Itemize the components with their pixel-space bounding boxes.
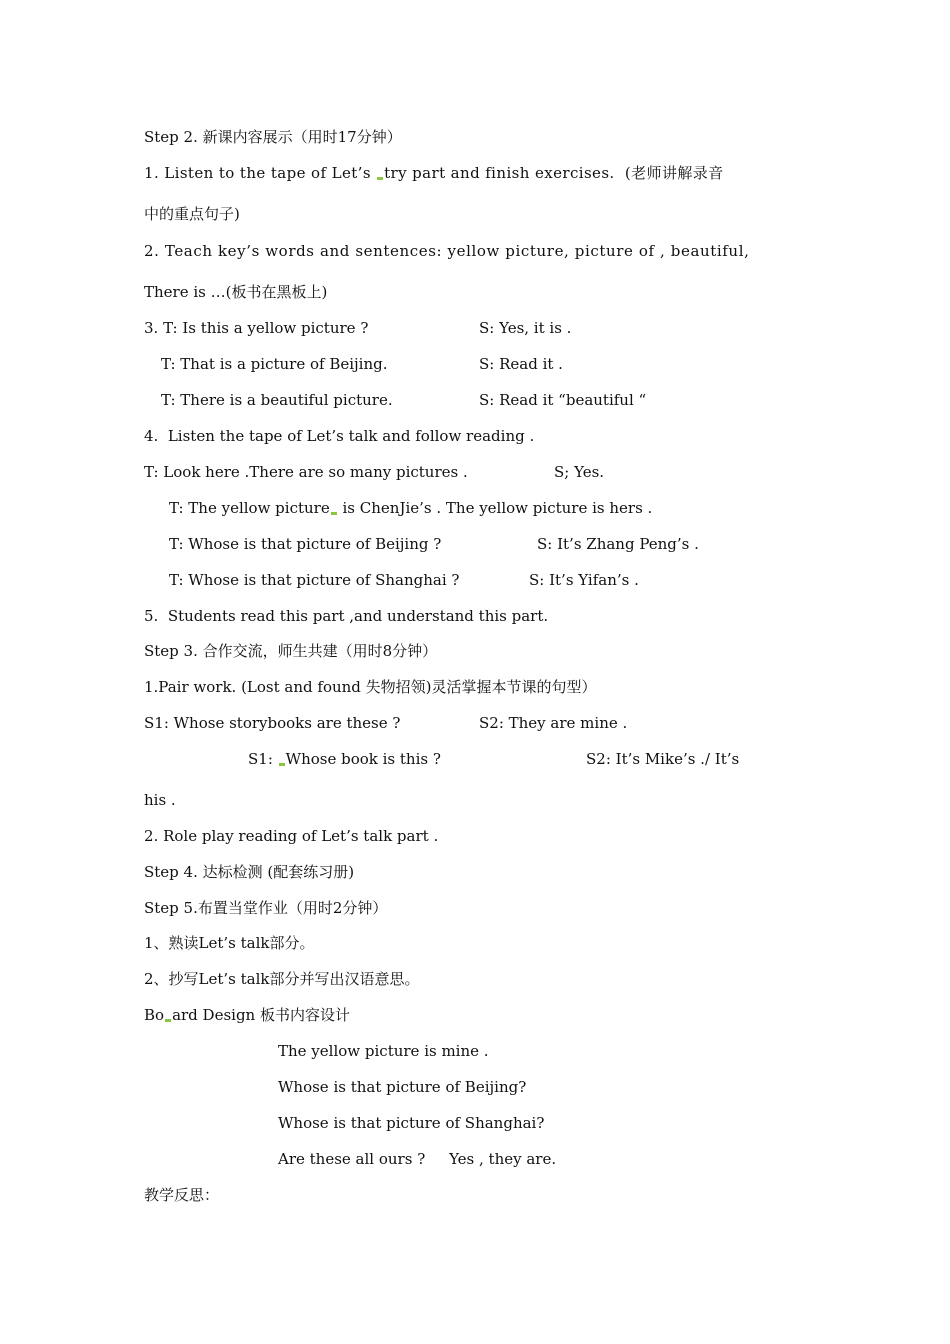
item-2-line2 xyxy=(144,282,327,302)
board-line-3 xyxy=(278,1113,544,1133)
text: S1: Whose storybooks are these ? xyxy=(144,714,401,732)
text: Bo xyxy=(144,1006,165,1024)
item-2-line1 xyxy=(144,241,749,261)
item-3-s3 xyxy=(479,390,646,410)
edit-mark xyxy=(377,177,383,180)
role-play xyxy=(144,826,438,846)
text: try part and finish exercises. (老师讲解录音 xyxy=(384,164,724,182)
text: T: Whose is that picture of Beijing ? xyxy=(169,535,442,553)
text: Step 4. 达标检测 (配套练习册) xyxy=(144,863,355,881)
text: 1.Pair work. (Lost and found 失物招领)灵活掌握本节课的句型） xyxy=(144,678,597,696)
pair-s1 xyxy=(144,713,400,733)
text: S: Yes, it is . xyxy=(479,319,572,337)
text: T: The yellow picture xyxy=(169,499,330,517)
text: 2. Role play reading of Let’s talk part . xyxy=(144,827,439,845)
text: his . xyxy=(144,791,176,809)
step2-heading xyxy=(144,127,402,147)
text: The yellow picture is mine . xyxy=(278,1042,489,1060)
text: 1、熟读Let’s talk部分。 xyxy=(144,934,315,952)
edit-mark xyxy=(331,512,337,515)
text: S1: xyxy=(248,750,278,768)
text: 4. Listen the tape of Let’s talk and follow reading . xyxy=(144,427,535,445)
text: 中的重点句子) xyxy=(144,205,240,223)
item-4-t4 xyxy=(169,570,459,590)
pair-s1b xyxy=(248,749,441,769)
text: Whose is that picture of Shanghai? xyxy=(278,1114,545,1132)
item-4-s3 xyxy=(537,534,699,554)
homework-1 xyxy=(144,933,315,953)
board-line-4 xyxy=(278,1149,556,1169)
item-4-s4 xyxy=(529,570,639,590)
text: T: That is a picture of Beijing. xyxy=(161,355,388,373)
board-line-1 xyxy=(278,1041,489,1061)
edit-mark xyxy=(165,1019,171,1022)
step4-heading xyxy=(144,862,354,882)
item-3-s1 xyxy=(479,318,571,338)
board-line-2 xyxy=(278,1077,526,1097)
pair-s2b-cont xyxy=(144,790,176,810)
text: 教学反思： xyxy=(144,1186,220,1204)
item-4 xyxy=(144,426,534,446)
text: 2、抄写Let’s talk部分并写出汉语意思。 xyxy=(144,970,420,988)
reflection-heading xyxy=(144,1185,219,1205)
text: Whose is that picture of Beijing? xyxy=(278,1078,527,1096)
text: S2: They are mine . xyxy=(479,714,628,732)
text: Are these all ours ? Yes , they are. xyxy=(278,1150,557,1168)
text: S2: It’s Mike’s ./ It’s xyxy=(586,750,740,768)
text: 3. T: Is this a yellow picture ? xyxy=(144,319,369,337)
item-3-t3 xyxy=(161,390,393,410)
text: T: There is a beautiful picture. xyxy=(161,391,393,409)
item-3-t2 xyxy=(161,354,388,374)
item-4-t2 xyxy=(169,498,652,518)
item-4-t3 xyxy=(169,534,441,554)
text: Step 3. 合作交流，师生共建（用时8分钟） xyxy=(144,642,438,660)
pair-s2 xyxy=(479,713,627,733)
text: is ChenJie’s . The yellow picture is hers . xyxy=(337,499,653,517)
edit-mark xyxy=(279,763,285,766)
text: S: Read it “beautiful “ xyxy=(479,391,647,409)
text: 1. Listen to the tape of Let’s xyxy=(144,164,377,182)
pair-s2b xyxy=(586,749,739,769)
text: T: Whose is that picture of Shanghai ? xyxy=(169,571,460,589)
text: 5. Students read this part ,and understand this part. xyxy=(144,607,549,625)
board-design-heading xyxy=(144,1005,350,1025)
text: There is …(板书在黑板上) xyxy=(144,283,328,301)
text: S: Read it . xyxy=(479,355,563,373)
pair-work xyxy=(144,677,597,697)
text: Step 2. 新课内容展示（用时17分钟） xyxy=(144,128,402,146)
item-4-t1 xyxy=(144,462,468,482)
text: 2. Teach key’s words and sentences: yellow picture, picture of , beautiful, xyxy=(144,242,750,260)
item-3-t1 xyxy=(144,318,368,338)
homework-2 xyxy=(144,969,420,989)
text: Whose book is this ? xyxy=(285,750,441,768)
text: Step 5.布置当堂作业（用时2分钟） xyxy=(144,899,388,917)
text: S: It’s Zhang Peng’s . xyxy=(537,535,699,553)
text: S; Yes. xyxy=(554,463,605,481)
text: ard Design 板书内容设计 xyxy=(172,1006,350,1024)
item-5 xyxy=(144,606,548,626)
item-1-line1 xyxy=(144,163,724,183)
text: S: It’s Yifan’s . xyxy=(529,571,639,589)
item-3-s2 xyxy=(479,354,563,374)
item-4-s1 xyxy=(554,462,604,482)
step5-heading xyxy=(144,898,387,918)
step3-heading xyxy=(144,641,437,661)
text: T: Look here .There are so many pictures . xyxy=(144,463,468,481)
item-1-line2 xyxy=(144,204,240,224)
